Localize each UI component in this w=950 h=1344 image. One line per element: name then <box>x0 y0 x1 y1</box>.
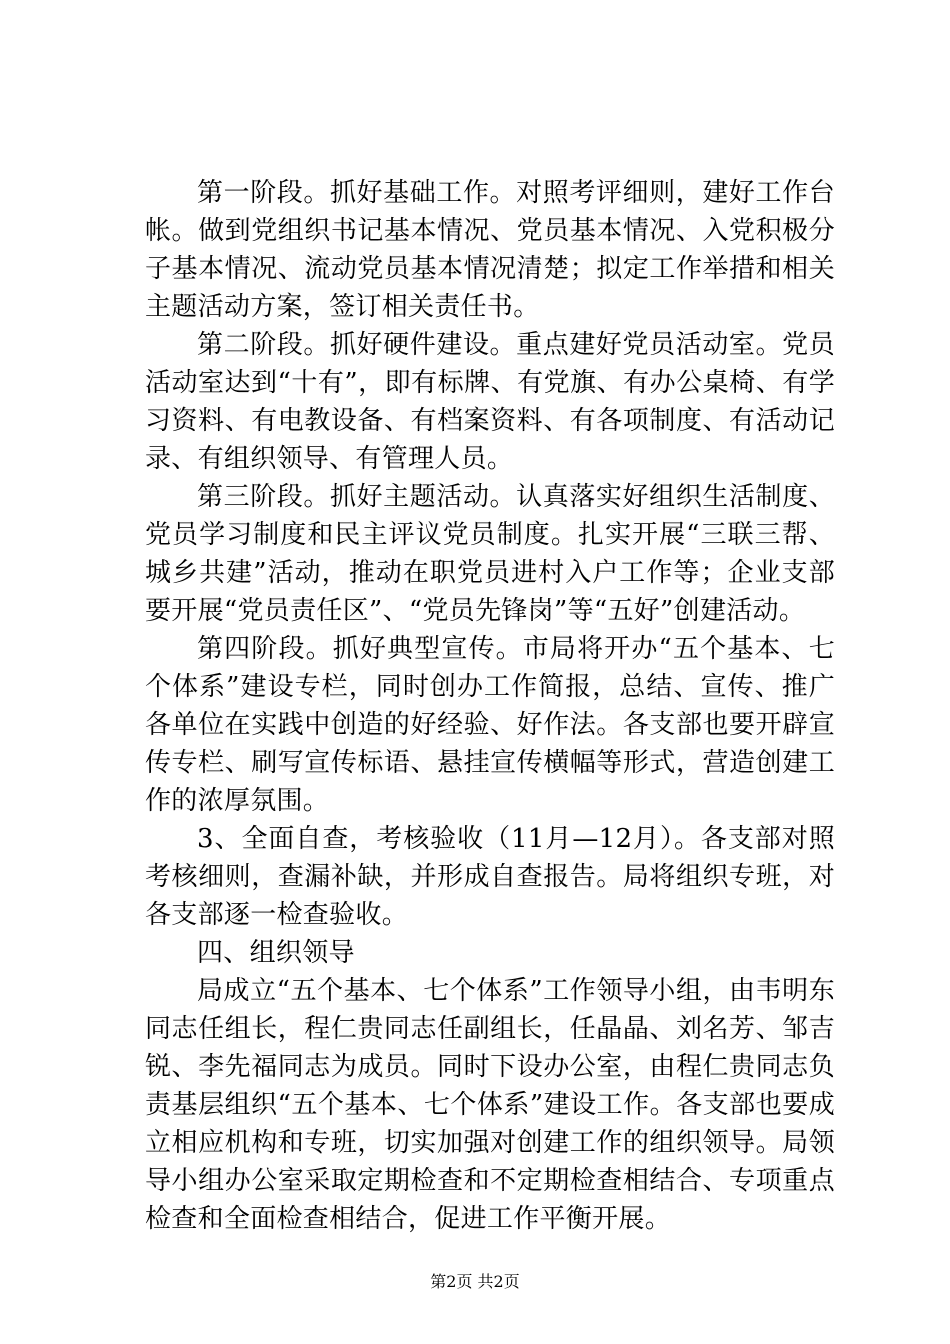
paragraph-stage-four: 第四阶段。抓好典型宣传。市局将开办“五个基本、七个体系”建设专栏，同时创办工作简报，总结、宣传、推广各单位在实践中创造的好经验、好作法。各支部也要开辟宣传专栏、刷写宣传标语、悬挂宣传横幅等形式，营造创建工作的浓厚氛围。 <box>145 634 835 816</box>
paragraph-stage-three: 第三阶段。抓好主题活动。认真落实好组织生活制度、党员学习制度和民主评议党员制度。扎实开展“三联三帮、城乡共建”活动，推动在职党员进村入户工作等；企业支部要开展“党员责任区”、“党员先锋岗”等“五好”创建活动。 <box>145 482 835 626</box>
section-heading-organization: 四、组织领导 <box>197 938 355 968</box>
page-footer: 第2页 共2页 <box>430 1272 520 1291</box>
paragraph-leadership-group: 局成立“五个基本、七个体系”工作领导小组，由韦明东同志任组长，程仁贵同志任副组长，任晶晶、刘名芳、邹吉锐、李先福同志为成员。同时下设办公室，由程仁贵同志负责基层组织“五个基本、七个体系”建设工作。各支部也要成立相应机构和专班，切实加强对创建工作的组织领导。局领导小组办公室采取定期检查和不定期检查相结合、专项重点检查和全面检查相结合，促进工作平衡开展。 <box>145 976 835 1234</box>
paragraph-self-inspection: 3、全面自查，考核验收（11月—12月）。各支部对照考核细则，查漏补缺，并形成自查报告。局将组织专班，对各支部逐一检查验收。 <box>145 824 835 930</box>
paragraph-stage-one: 第一阶段。抓好基础工作。对照考评细则，建好工作台帐。做到党组织书记基本情况、党员基本情况、入党积极分子基本情况、流动党员基本情况清楚；拟定工作举措和相关主题活动方案，签订相关责任书。 <box>145 178 835 322</box>
document-body <box>145 174 835 1238</box>
paragraph-stage-two: 第二阶段。抓好硬件建设。重点建好党员活动室。党员活动室达到“十有”，即有标牌、有党旗、有办公桌椅、有学习资料、有电教设备、有档案资料、有各项制度、有活动记录、有组织领导、有管理人员。 <box>145 330 835 474</box>
